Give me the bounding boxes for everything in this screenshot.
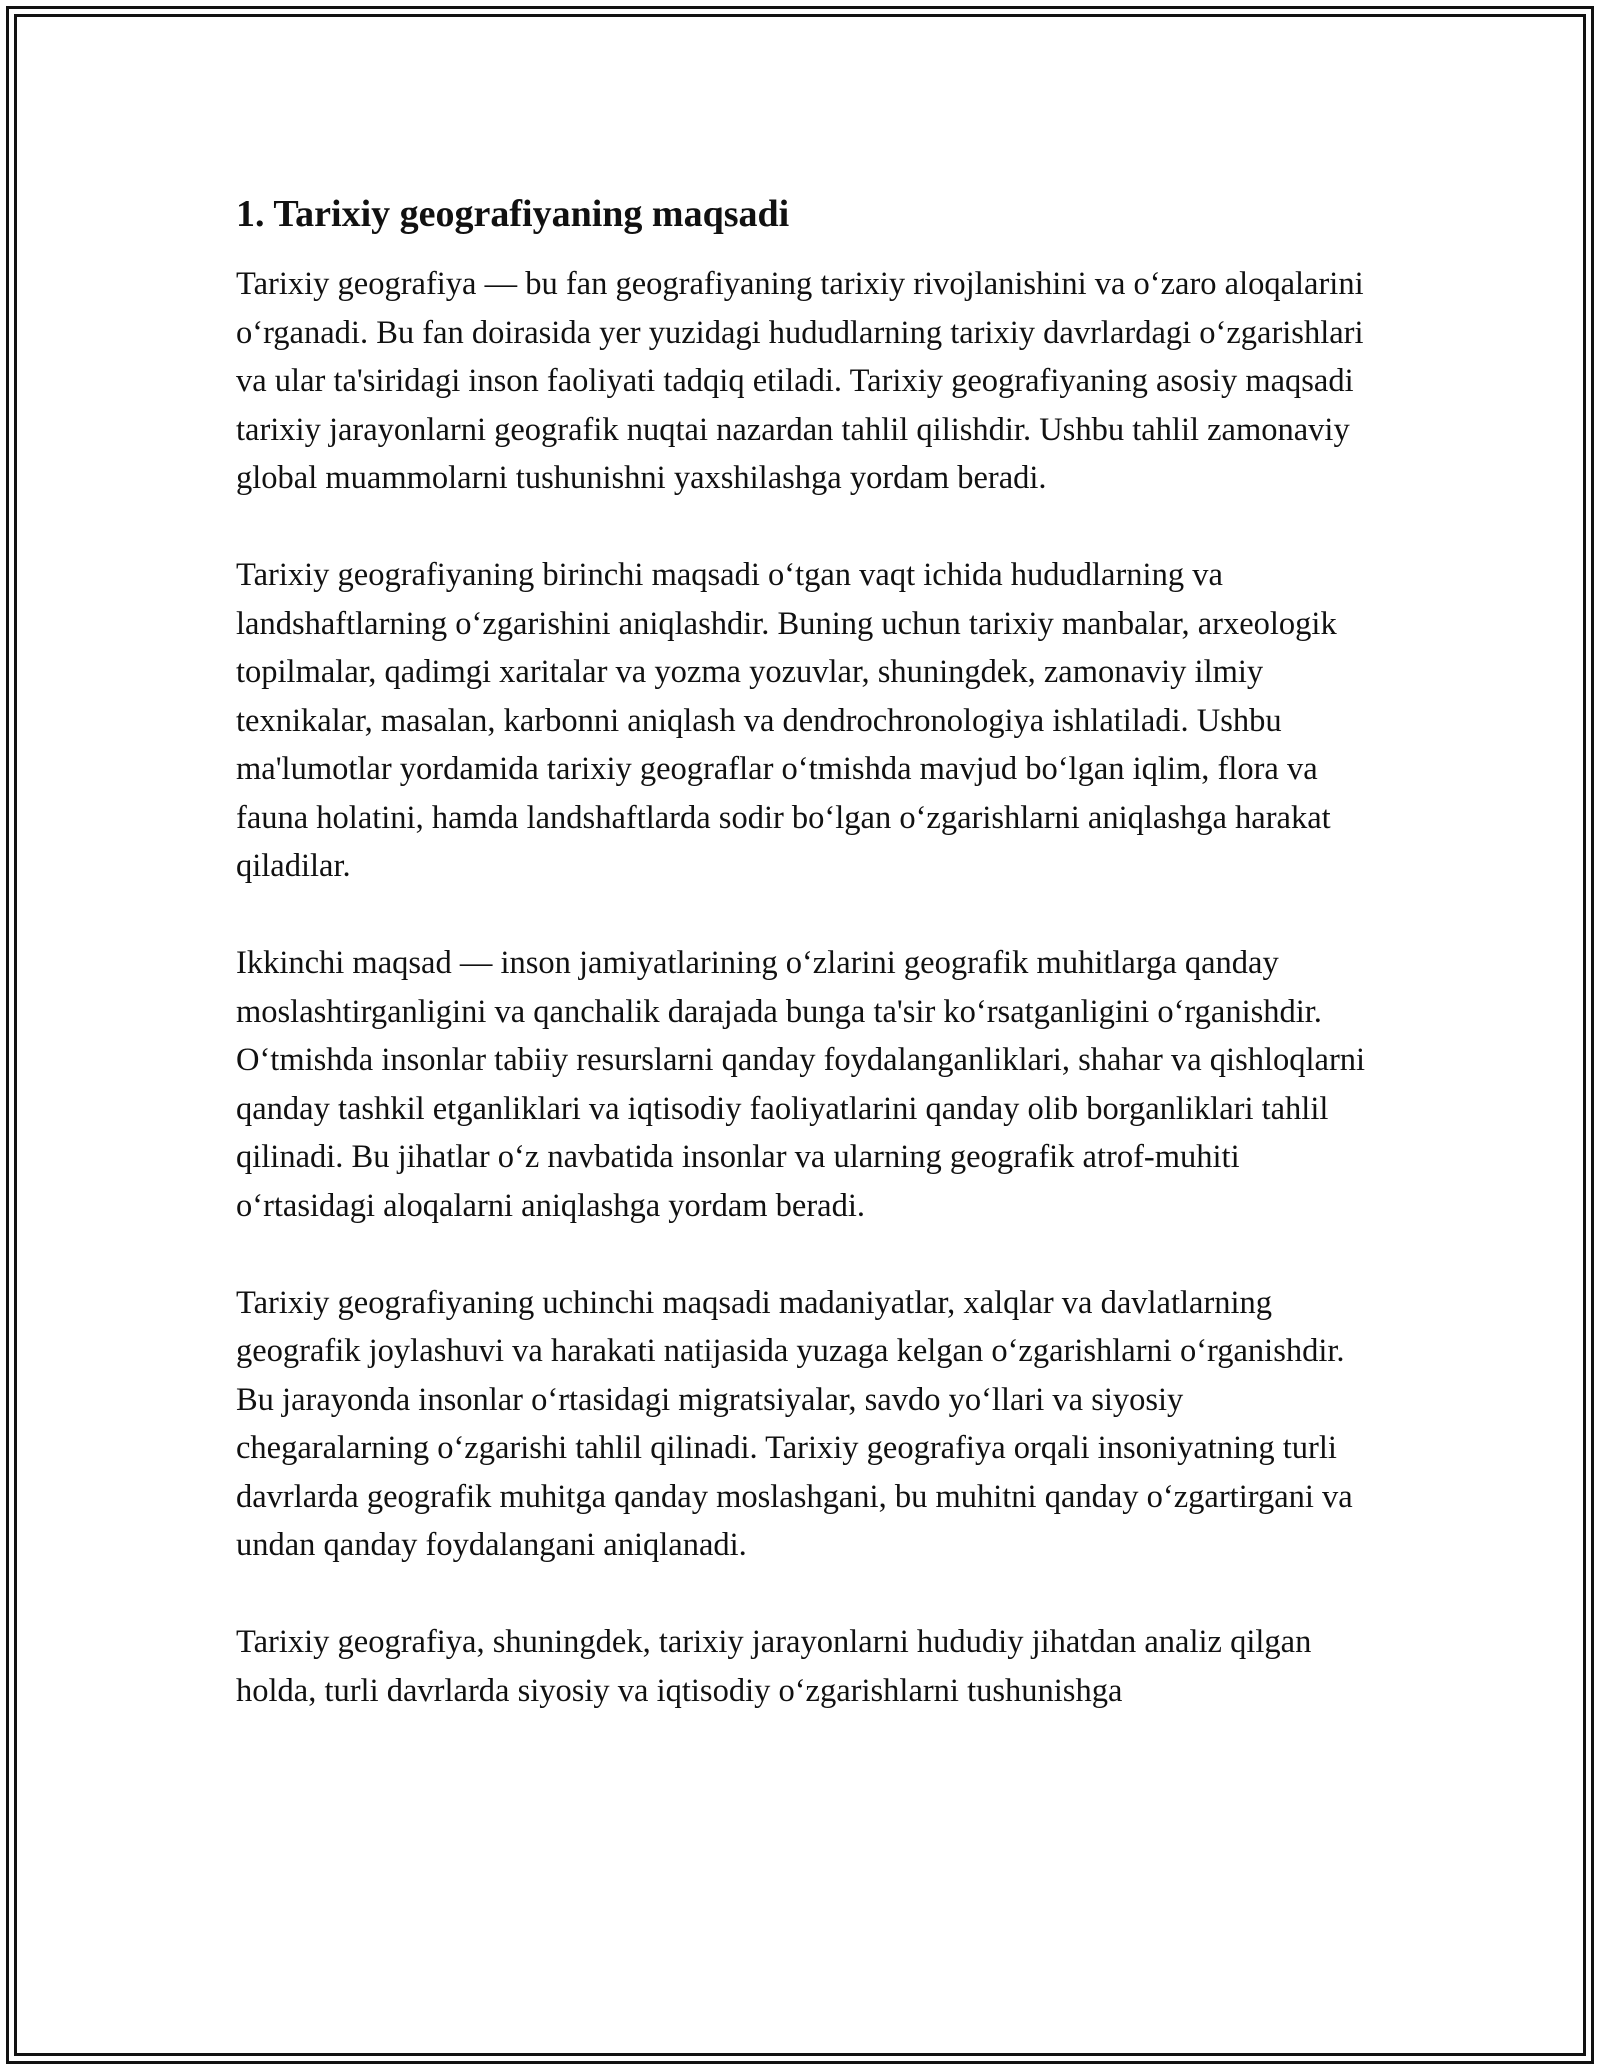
paragraph-continuation: Tarixiy geografiya, shuningdek, tarixiy jarayonlarni hududiy jihatdan analiz qilgan holda, turli davrlarda siyosiy va iqtisodiy oʻzgarishlarni tushunishga bbox=[236, 1624, 1312, 1709]
paragraph-intro: Tarixiy geografiya — bu fan geografiyaning tarixiy rivojlanishini va oʻzaro aloqalarini oʻrganadi. Bu fan doirasida yer yuzidagi hududlarning tarixiy davrlardagi oʻzgarishlari va ular ta'siridagi inson faoliyati tadqiq etiladi. Tarixiy geografiyaning asosiy maqsadi tarixiy jarayonlarni geografik nuqtai nazardan tahlil qilishdir. Ushbu tahlil zamonaviy global muammolarni tushunishni yaxshilashga yordam beradi. bbox=[236, 266, 1364, 496]
paragraph-second-goal: Ikkinchi maqsad — inson jamiyatlarining oʻzlarini geografik muhitlarga qanday moslashtirganligini va qanchalik darajada bunga ta'sir koʻrsatganligini oʻrganishdir. Oʻtmishda insonlar tabiiy resurslarni qanday foydalanganliklari, shahar va qishloqlarni qanday tashkil etganliklari va iqtisodiy faoliyatlarini qanday olib borganliklari tahlil qilinadi. Bu jihatlar oʻz navbatida insonlar va ularning geografik atrof-muhiti oʻrtasidagi aloqalarni aniqlashga yordam beradi. bbox=[236, 945, 1366, 1224]
document-body bbox=[236, 186, 1368, 1764]
section-heading: 1. Tarixiy geografiyaning maqsadi bbox=[236, 193, 790, 235]
paragraph-first-goal: Tarixiy geografiyaning birinchi maqsadi oʻtgan vaqt ichida hududlarning va landshaftlarning oʻzgarishini aniqlashdir. Buning uchun tarixiy manbalar, arxeologik topilmalar, qadimgi xaritalar va yozma yozuvlar, shuningdek, zamonaviy ilmiy texnikalar, masalan, karbonni aniqlash va dendrochronologiya ishlatiladi. Ushbu ma'lumotlar yordamida tarixiy geograflar oʻtmishda mavjud boʻlgan iqlim, flora va fauna holatini, hamda landshaftlarda sodir boʻlgan oʻzgarishlarni aniqlashga harakat qiladilar. bbox=[236, 557, 1337, 884]
paragraph-third-goal: Tarixiy geografiyaning uchinchi maqsadi madaniyatlar, xalqlar va davlatlarning geografik joylashuvi va harakati natijasida yuzaga kelgan oʻzgarishlarni oʻrganishdir. Bu jarayonda insonlar oʻrtasidagi migratsiyalar, savdo yoʻllari va siyosiy chegaralarning oʻzgarishi tahlil qilinadi. Tarixiy geografiya orqali insoniyatning turli davrlarda geografik muhitga qanday moslashgani, bu muhitni qanday oʻzgartirgani va undan qanday foydalangani aniqlanadi. bbox=[236, 1284, 1353, 1563]
